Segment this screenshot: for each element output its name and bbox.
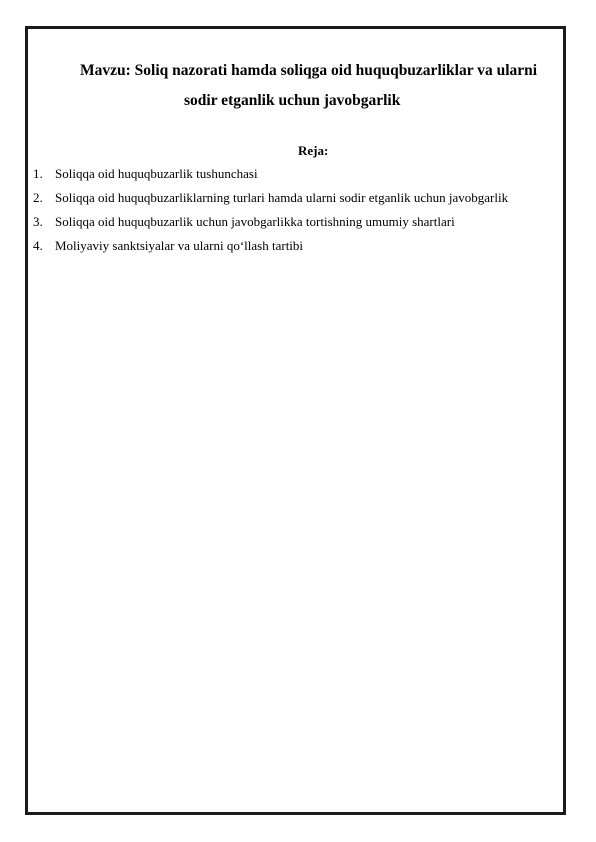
plan-item <box>33 162 508 186</box>
plan-item-number: 4. <box>33 238 43 253</box>
plan-list <box>33 162 508 258</box>
plan-item-number: 3. <box>33 214 43 229</box>
document-title-line-2: sodir etganlik uchun javobgarlik <box>184 92 401 109</box>
plan-item-text: Moliyaviy sanktsiyalar va ularni qo‘llash tartibi <box>55 238 304 253</box>
plan-item-text: Soliqqa oid huquqbuzarlik uchun javobgarlikka tortishning umumiy shartlari <box>55 214 455 229</box>
document-title-line-1: Mavzu: Soliq nazorati hamda soliqga oid huquqbuzarliklar va ularni <box>80 62 538 79</box>
page-border <box>25 26 566 815</box>
plan-item-number: 2. <box>33 190 43 205</box>
plan-heading: Reja: <box>298 143 329 158</box>
plan-item-text: Soliqqa oid huquqbuzarlik tushunchasi <box>55 166 258 181</box>
plan-item-text: Soliqqa oid huquqbuzarliklarning turlari hamda ularni sodir etganlik uchun javobgarlik <box>55 190 509 205</box>
plan-item-number: 1. <box>33 166 43 181</box>
plan-item <box>33 210 508 234</box>
plan-item <box>33 234 508 258</box>
plan-item <box>33 186 508 210</box>
